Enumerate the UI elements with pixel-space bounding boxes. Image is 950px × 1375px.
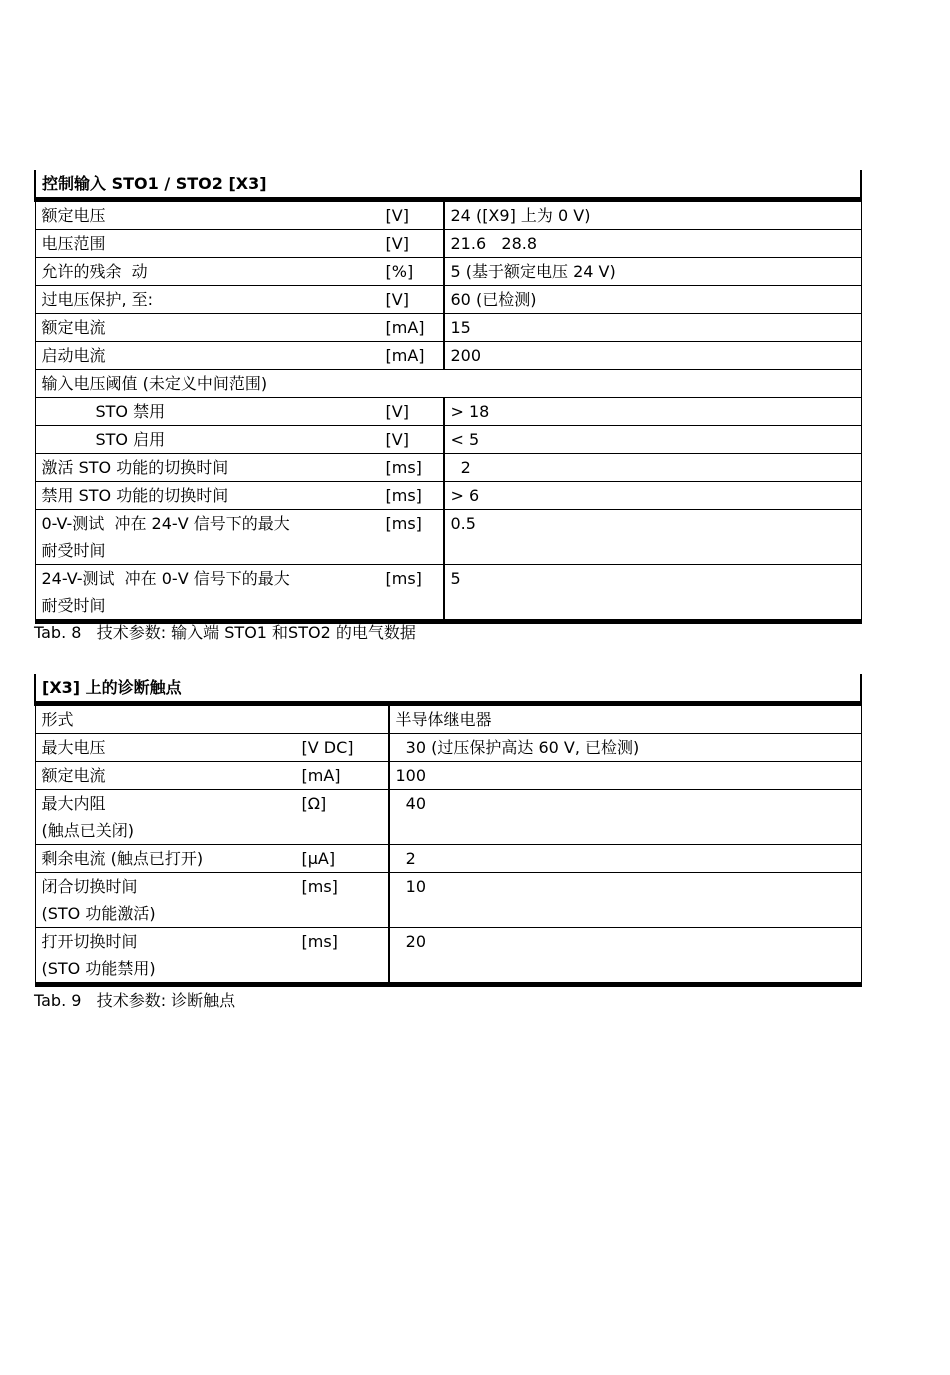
row-value: 5 <box>444 565 862 622</box>
row-value: 2 <box>389 845 862 873</box>
row-label <box>35 565 380 622</box>
row-unit: [V] <box>380 200 444 230</box>
table-row <box>35 873 861 928</box>
row-label-line1: 闭合切换时间 <box>41 877 138 896</box>
row-label-line1: 最大内阻 <box>41 794 106 813</box>
row-unit: [Ω] <box>296 790 389 845</box>
row-unit: [V] <box>380 398 444 426</box>
row-unit: [mA] <box>380 342 444 370</box>
row-value: 0.5 <box>444 510 862 565</box>
table-row <box>35 928 861 985</box>
row-label: 电压范围 <box>35 230 380 258</box>
row-label-line2: (触点已关闭) <box>41 821 134 840</box>
table-row <box>35 510 861 565</box>
row-unit: [ms] <box>296 873 389 928</box>
table-row <box>35 314 861 342</box>
row-label: 形式 <box>35 704 296 734</box>
table-row <box>35 286 861 314</box>
table-title: 控制输入 STO1 / STO2 [X3] <box>35 170 861 200</box>
table-row <box>35 790 861 845</box>
table-row <box>35 845 861 873</box>
row-unit: [ms] <box>296 928 389 985</box>
row-value: 2 <box>444 454 862 482</box>
table-row <box>35 398 861 426</box>
row-label: STO 启用 <box>35 426 380 454</box>
row-value: 15 <box>444 314 862 342</box>
row-unit: [ms] <box>380 482 444 510</box>
table-title: [X3] 上的诊断触点 <box>35 674 861 704</box>
row-unit: [μA] <box>296 845 389 873</box>
row-label-line2: 耐受时间 <box>41 541 106 560</box>
row-label-line2: 耐受时间 <box>41 596 106 615</box>
row-value: 半导体继电器 <box>389 704 862 734</box>
row-unit <box>296 704 389 734</box>
row-label: 启动电流 <box>35 342 380 370</box>
row-unit: [V] <box>380 286 444 314</box>
table-row <box>35 342 861 370</box>
row-value: > 6 <box>444 482 862 510</box>
row-value: 24 ([X9] 上为 0 V) <box>444 200 862 230</box>
row-label: 额定电流 <box>35 314 380 342</box>
row-unit: [ms] <box>380 565 444 622</box>
row-label: 剩余电流 (触点已打开) <box>35 845 296 873</box>
row-value: > 18 <box>444 398 862 426</box>
row-label: STO 禁用 <box>35 398 380 426</box>
row-label-line1: 打开切换时间 <box>41 932 138 951</box>
table-row <box>35 230 861 258</box>
table-row <box>35 565 861 622</box>
row-unit: [%] <box>380 258 444 286</box>
row-label <box>35 510 380 565</box>
section-row <box>35 370 861 398</box>
row-label <box>35 790 296 845</box>
section-label: 输入电压阈值 (未定义中间范围) <box>35 370 861 398</box>
row-unit: [ms] <box>380 454 444 482</box>
row-label <box>35 928 296 985</box>
row-unit: [mA] <box>296 762 389 790</box>
table-row <box>35 762 861 790</box>
row-label: 允许的残余 动 <box>35 258 380 286</box>
row-value: 21.6 28.8 <box>444 230 862 258</box>
row-label <box>35 873 296 928</box>
row-unit: [mA] <box>380 314 444 342</box>
row-unit: [ms] <box>380 510 444 565</box>
sto-input-spec-table <box>34 170 862 624</box>
table-row <box>35 704 861 734</box>
table-row <box>35 426 861 454</box>
table-row <box>35 200 861 230</box>
row-value: 40 <box>389 790 862 845</box>
row-value: 5 (基于额定电压 24 V) <box>444 258 862 286</box>
row-label: 禁用 STO 功能的切换时间 <box>35 482 380 510</box>
table-caption: Tab. 8 技术参数: 输入端 STO1 和STO2 的电气数据 <box>34 623 416 642</box>
row-label: 激活 STO 功能的切换时间 <box>35 454 380 482</box>
diagnostic-contact-spec-table <box>34 674 862 987</box>
row-label-line1: 24-V-测试 冲在 0-V 信号下的最大 <box>41 569 290 588</box>
row-value: 60 (已检测) <box>444 286 862 314</box>
table-row <box>35 454 861 482</box>
table-row <box>35 258 861 286</box>
table-caption: Tab. 9 技术参数: 诊断触点 <box>34 991 236 1010</box>
row-unit: [V] <box>380 230 444 258</box>
row-value: < 5 <box>444 426 862 454</box>
table-row <box>35 734 861 762</box>
table-row <box>35 482 861 510</box>
row-label: 额定电流 <box>35 762 296 790</box>
row-label-line2: (STO 功能禁用) <box>41 959 156 978</box>
row-value: 20 <box>389 928 862 985</box>
row-label: 额定电压 <box>35 200 380 230</box>
row-label-line1: 0-V-测试 冲在 24-V 信号下的最大 <box>41 514 290 533</box>
row-value: 30 (过压保护高达 60 V, 已检测) <box>389 734 862 762</box>
row-value: 200 <box>444 342 862 370</box>
row-value: 100 <box>389 762 862 790</box>
row-label: 过电压保护, 至: <box>35 286 380 314</box>
row-label: 最大电压 <box>35 734 296 762</box>
row-value: 10 <box>389 873 862 928</box>
row-unit: [V DC] <box>296 734 389 762</box>
row-label-line2: (STO 功能激活) <box>41 904 156 923</box>
row-unit: [V] <box>380 426 444 454</box>
